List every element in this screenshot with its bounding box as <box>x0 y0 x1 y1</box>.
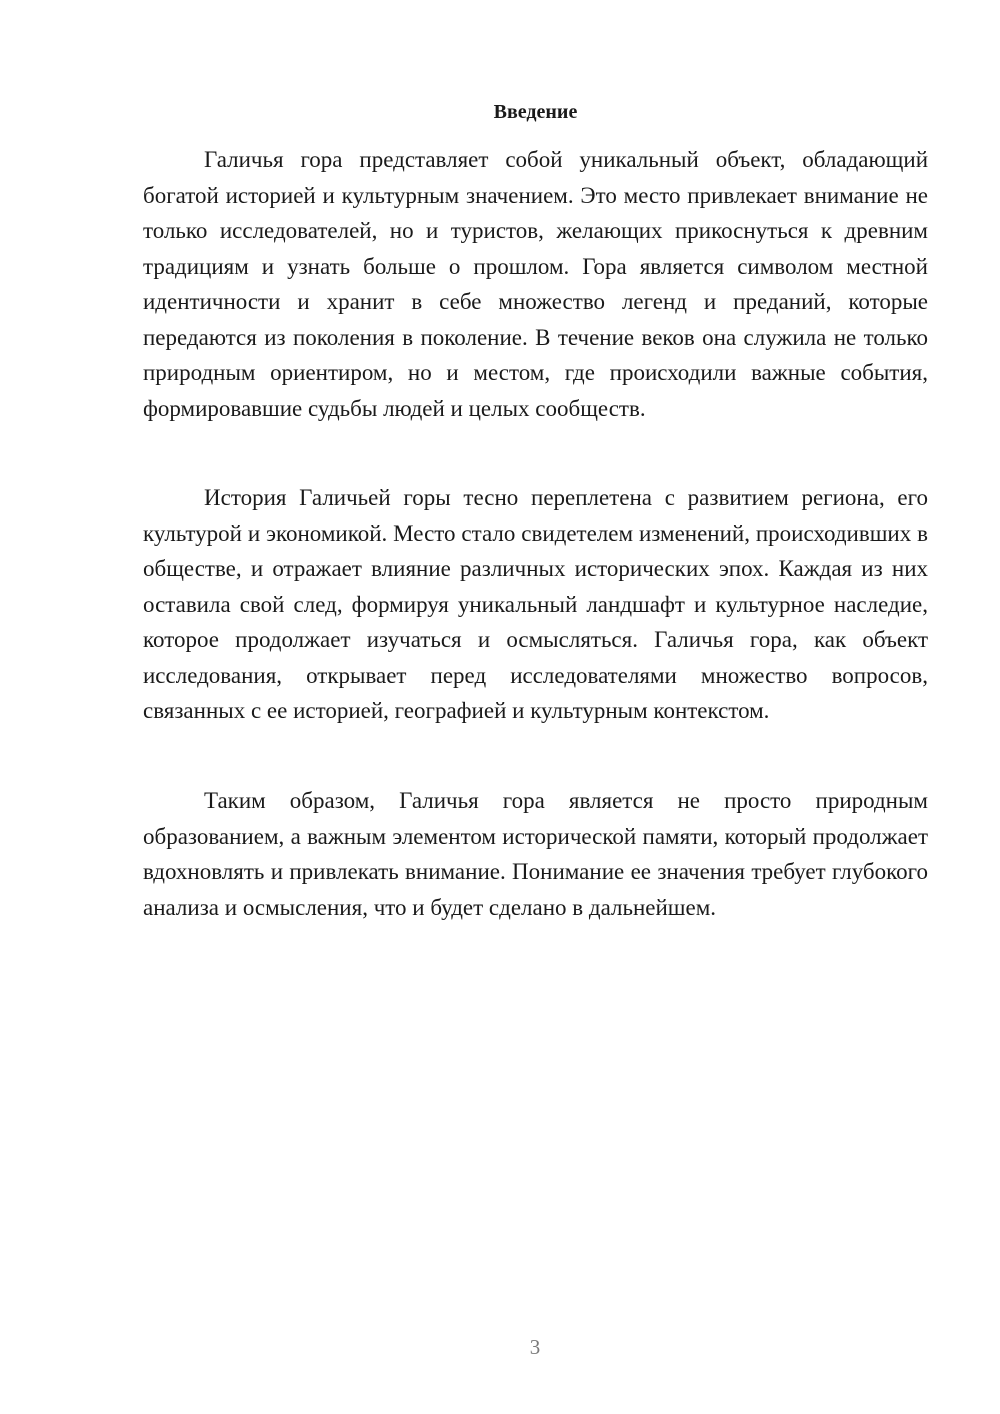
page-number: 3 <box>529 1335 541 1359</box>
paragraph-intro: Галичья гора представляет собой уникальный объект, обладающий богатой историей и культурным значением. Это место привлекает внимание не только исследователей, но и туристов, желающих прикоснуться к древним традициям и узнать больше о прошлом. Гора является символом местной идентичности и хранит в себе множество легенд и преданий, которые передаются из поколения в поколение. В течение веков она служила не только природным ориентиром, но и местом, где происходили важные события, формировавшие судьбы людей и целых сообществ. <box>143 147 928 421</box>
paragraph-history: История Галичьей горы тесно переплетена с развитием региона, его культурой и экономикой. Место стало свидетелем изменений, происходивших в обществе, и отражает влияние различных исторических эпох. Каждая из них оставила свой след, формируя уникальный ландшафт и культурное наследие, которое продолжает изучаться и осмысляться. Галичья гора, как объект исследования, открывает перед исследователями множество вопросов, связанных с ее историей, географией и культурным контекстом. <box>143 485 928 723</box>
section-title: Введение <box>493 101 578 123</box>
paragraph-conclusion: Таким образом, Галичья гора является не просто природным образованием, а важным элементом исторической памяти, который продолжает вдохновлять и привлекать внимание. Понимание ее значения требует глубокого анализа и осмысления, что и будет сделано в дальнейшем. <box>143 788 928 920</box>
